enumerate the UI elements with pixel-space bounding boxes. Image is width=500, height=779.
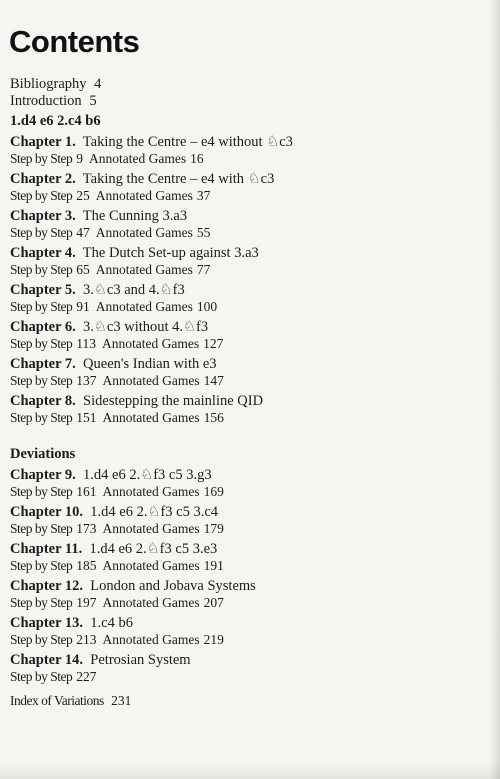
toc-page-number: 231	[111, 693, 132, 708]
step-by-step-page: 227	[76, 669, 97, 684]
step-by-step-page: 65	[76, 262, 90, 277]
chapter-entry[interactable]	[10, 504, 480, 537]
step-by-step-page: 161	[76, 484, 97, 499]
toc-page-number: 4	[94, 76, 102, 92]
step-by-step-label: Step by Step	[10, 262, 73, 277]
annotated-games-label: Annotated Games	[102, 373, 200, 388]
chapter-entry[interactable]	[10, 171, 480, 204]
annotated-games-page: 55	[196, 225, 211, 240]
chapter-entry[interactable]	[10, 282, 480, 315]
annotated-games-page: 179	[203, 521, 224, 536]
chapter-pages	[10, 373, 480, 389]
chapter-title: 1.d4 e6 2.♘f3 c5 3.e3	[89, 541, 218, 557]
spine-shadow	[490, 0, 500, 779]
annotated-games-label: Annotated Games	[102, 595, 200, 610]
step-by-step-page: 151	[76, 410, 97, 425]
chapter-pages	[10, 225, 480, 241]
annotated-games-page: 100	[196, 299, 218, 314]
chapter-title: Queen's Indian with e3	[83, 356, 217, 372]
annotated-games-page: 16	[190, 151, 204, 166]
chapter-entry[interactable]	[10, 541, 480, 574]
annotated-games-page: 156	[203, 410, 224, 425]
chapter-entry[interactable]	[10, 245, 480, 278]
page-title: Contents	[9, 24, 140, 59]
chapter-pages	[10, 632, 480, 648]
chapter-title: The Cunning 3.a3	[82, 208, 188, 224]
annotated-games-page: 127	[203, 336, 224, 351]
chapter-number: Chapter 13.	[10, 615, 84, 631]
chapter-number: Chapter 11.	[10, 541, 83, 557]
step-by-step-page: 173	[76, 521, 97, 536]
page-edge-shadow	[0, 761, 500, 779]
chapter-group	[10, 134, 480, 426]
chapter-heading	[10, 652, 480, 669]
chapter-entry[interactable]	[10, 208, 480, 241]
toc-page-number: 5	[89, 93, 97, 109]
step-by-step-label: Step by Step	[10, 151, 73, 166]
chapter-entry[interactable]	[10, 319, 480, 352]
step-by-step-label: Step by Step	[10, 410, 73, 425]
step-by-step-page: 197	[76, 595, 97, 610]
chapter-entry[interactable]	[10, 652, 480, 685]
chapter-number: Chapter 6.	[10, 319, 76, 335]
chapter-number: Chapter 8.	[10, 393, 76, 409]
step-by-step-label: Step by Step	[10, 632, 73, 647]
step-by-step-label: Step by Step	[10, 373, 73, 388]
chapter-heading	[10, 319, 480, 336]
chapter-title: Petrosian System	[90, 652, 191, 668]
step-by-step-label: Step by Step	[10, 521, 73, 536]
chapter-pages	[10, 521, 480, 537]
chapter-number: Chapter 1.	[10, 134, 76, 150]
chapter-heading	[10, 541, 480, 558]
chapter-number: Chapter 4.	[10, 245, 76, 261]
chapter-pages	[10, 669, 480, 685]
chapter-number: Chapter 12.	[10, 578, 84, 594]
chapter-group	[10, 467, 480, 685]
step-by-step-page: 47	[76, 225, 90, 240]
annotated-games-page: 207	[203, 595, 224, 610]
annotated-games-label: Annotated Games	[95, 262, 193, 277]
step-by-step-label: Step by Step	[10, 225, 73, 240]
toc-entry-label: Introduction	[10, 93, 82, 109]
toc-entry-index[interactable]	[10, 693, 480, 709]
annotated-games-page: 37	[196, 188, 211, 203]
chapter-number: Chapter 2.	[10, 171, 76, 187]
step-by-step-page: 25	[76, 188, 90, 203]
annotated-games-label: Annotated Games	[95, 299, 193, 314]
chapter-pages	[10, 336, 480, 352]
chapter-title: Sidestepping the mainline QID	[83, 393, 264, 409]
chapter-heading	[10, 393, 480, 410]
chapter-pages	[10, 595, 480, 611]
chapter-heading	[10, 615, 480, 632]
chapter-number: Chapter 7.	[10, 356, 76, 372]
toc-entry-introduction[interactable]	[10, 93, 480, 110]
chapter-title: Taking the Centre – e4 without ♘c3	[82, 134, 293, 150]
chapter-pages	[10, 262, 480, 278]
chapter-entry[interactable]	[10, 393, 480, 426]
chapter-entry[interactable]	[10, 615, 480, 648]
table-of-contents	[10, 76, 480, 709]
step-by-step-page: 137	[76, 373, 97, 388]
chapter-pages	[10, 188, 480, 204]
toc-entry-bibliography[interactable]	[10, 76, 480, 93]
chapter-title: The Dutch Set-up against 3.a3	[82, 245, 259, 261]
chapter-pages	[10, 410, 480, 426]
toc-entry-label: Bibliography	[10, 76, 87, 92]
chapter-title: 1.d4 e6 2.♘f3 c5 3.g3	[83, 467, 212, 483]
section-heading: Deviations	[10, 446, 76, 462]
chapter-title: 3.♘c3 without 4.♘f3	[83, 319, 209, 335]
chapter-number: Chapter 9.	[10, 467, 76, 483]
annotated-games-label: Annotated Games	[102, 632, 200, 647]
annotated-games-page: 169	[203, 484, 224, 499]
step-by-step-label: Step by Step	[10, 188, 73, 203]
chapter-number: Chapter 5.	[10, 282, 76, 298]
annotated-games-page: 219	[203, 632, 224, 647]
chapter-title: 3.♘c3 and 4.♘f3	[83, 282, 185, 298]
chapter-pages	[10, 558, 480, 574]
step-by-step-page: 185	[76, 558, 97, 573]
chapter-number: Chapter 14.	[10, 652, 84, 668]
chapter-heading	[10, 282, 480, 299]
step-by-step-page: 113	[76, 336, 97, 351]
step-by-step-label: Step by Step	[10, 669, 73, 684]
section-heading: 1.d4 e6 2.c4 b6	[10, 113, 101, 129]
chapter-pages	[10, 299, 480, 315]
annotated-games-label: Annotated Games	[89, 151, 187, 166]
annotated-games-label: Annotated Games	[95, 225, 193, 240]
annotated-games-label: Annotated Games	[102, 558, 200, 573]
chapter-pages	[10, 484, 480, 500]
step-by-step-page: 91	[76, 299, 90, 314]
chapter-number: Chapter 3.	[10, 208, 76, 224]
annotated-games-label: Annotated Games	[102, 521, 200, 536]
step-by-step-page: 213	[76, 632, 97, 647]
chapter-heading	[10, 578, 480, 595]
chapter-entry[interactable]	[10, 356, 480, 389]
chapter-title: 1.c4 b6	[90, 615, 133, 631]
chapter-title: London and Jobava Systems	[90, 578, 256, 594]
chapter-entry[interactable]	[10, 578, 480, 611]
step-by-step-label: Step by Step	[10, 595, 73, 610]
chapter-entry[interactable]	[10, 134, 480, 167]
annotated-games-page: 191	[203, 558, 224, 573]
step-by-step-label: Step by Step	[10, 558, 73, 573]
chapter-heading	[10, 504, 480, 521]
annotated-games-label: Annotated Games	[102, 484, 200, 499]
chapter-title: 1.d4 e6 2.♘f3 c5 3.c4	[90, 504, 219, 520]
chapter-number: Chapter 10.	[10, 504, 84, 520]
chapter-heading	[10, 208, 480, 225]
chapter-pages	[10, 151, 480, 167]
chapter-heading	[10, 356, 480, 373]
step-by-step-label: Step by Step	[10, 484, 73, 499]
chapter-heading	[10, 171, 480, 188]
chapter-heading	[10, 134, 480, 151]
annotated-games-label: Annotated Games	[95, 188, 193, 203]
chapter-heading	[10, 245, 480, 262]
chapter-entry[interactable]	[10, 467, 480, 500]
toc-entry-label: Index of Variations	[10, 693, 104, 708]
annotated-games-page: 77	[196, 262, 211, 277]
chapter-heading	[10, 467, 480, 484]
step-by-step-label: Step by Step	[10, 299, 73, 314]
annotated-games-page: 147	[203, 373, 224, 388]
annotated-games-label: Annotated Games	[102, 336, 200, 351]
annotated-games-label: Annotated Games	[102, 410, 200, 425]
chapter-title: Taking the Centre – e4 with ♘c3	[82, 171, 275, 187]
step-by-step-label: Step by Step	[10, 336, 73, 351]
step-by-step-page: 9	[76, 151, 84, 166]
